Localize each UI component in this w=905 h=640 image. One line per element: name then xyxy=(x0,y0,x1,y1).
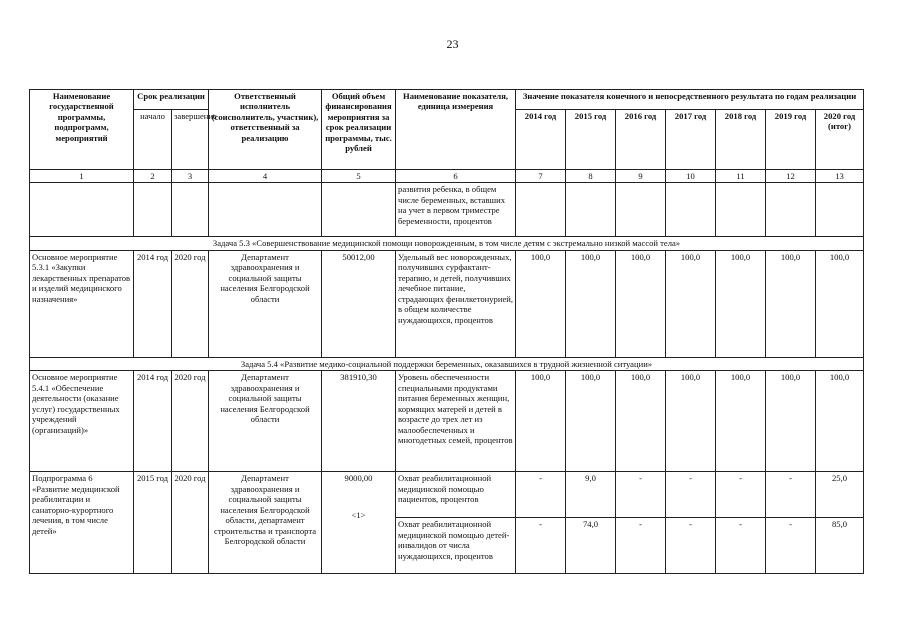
header-year-2015: 2015 год xyxy=(566,110,616,170)
value-2020: 100,0 xyxy=(816,371,864,472)
value-2017: 100,0 xyxy=(666,250,716,357)
value-2020: 25,0 xyxy=(816,472,864,518)
value-2019: - xyxy=(766,472,816,518)
value-2014: - xyxy=(516,518,566,574)
funding-amount: 381910,30 xyxy=(322,371,396,472)
indicator-text: развития ребенка, в общем числе беременных, вставших на учет в первом триместре беременности, процентов xyxy=(396,183,516,237)
header-year-2019: 2019 год xyxy=(766,110,816,170)
value-2019: 100,0 xyxy=(766,371,816,472)
indicator-text: Охват реабилитационной медицинской помощью детей-инвалидов от числа нуждающихся, процентов xyxy=(396,518,516,574)
col-number: 6 xyxy=(396,170,516,183)
header-year-2020: 2020 год (итог) xyxy=(816,110,864,170)
task-heading: Задача 5.3 «Совершенствование медицинской помощи новорожденным, в том числе детям с экстремально низкой массой тела» xyxy=(30,237,864,250)
value-2015: 100,0 xyxy=(566,250,616,357)
value-2020: 100,0 xyxy=(816,250,864,357)
header-indicator: Наименование показателя, единица измерения xyxy=(396,90,516,170)
col-number: 12 xyxy=(766,170,816,183)
header-responsible: Ответственный исполнитель (соисполнитель, участник), ответственный за реализацию xyxy=(209,90,322,170)
col-number: 13 xyxy=(816,170,864,183)
header-year-2018: 2018 год xyxy=(716,110,766,170)
term-end: 2020 год xyxy=(172,371,209,472)
header-funding: Общий объем финансирования мероприятия за срок реализации программы, тыс. рублей xyxy=(322,90,396,170)
value-2015: 9,0 xyxy=(566,472,616,518)
subprogram-name: Подпрограмма 6 «Развитие медицинской реабилитации и санаторно-курортного лечения, в том числе детей» xyxy=(30,472,134,574)
header-term: Срок реализации xyxy=(134,90,209,110)
col-number: 9 xyxy=(616,170,666,183)
funding-amount: 50012,00 xyxy=(322,250,396,357)
funding-cell xyxy=(322,472,396,574)
col-number: 1 xyxy=(30,170,134,183)
header-name: Наименование государственной программы, подпрограмм, мероприятий xyxy=(30,90,134,170)
col-number: 7 xyxy=(516,170,566,183)
value-2016: 100,0 xyxy=(616,250,666,357)
value-2018: - xyxy=(716,472,766,518)
value-2017: 100,0 xyxy=(666,371,716,472)
term-start: 2014 год xyxy=(134,371,172,472)
header-year-2017: 2017 год xyxy=(666,110,716,170)
col-number: 5 xyxy=(322,170,396,183)
header-result-group: Значение показателя конечного и непосредственного результата по годам реализации xyxy=(516,90,864,110)
table-row xyxy=(30,472,864,518)
indicator-text: Удельный вес новорожденных, получивших сурфактант-терапию, и детей, получивших лечебное питание, страдающих фенилкетонурией, в общем количестве нуждающихся, процентов xyxy=(396,250,516,357)
responsible: Департамент здравоохранения и социальной защиты населения Белгородской области xyxy=(209,371,322,472)
term-start: 2015 год xyxy=(134,472,172,574)
funding-note: <1> xyxy=(351,509,366,520)
value-2017: - xyxy=(666,518,716,574)
term-end: 2020 год xyxy=(172,250,209,357)
term-start: 2014 год xyxy=(134,250,172,357)
value-2017: - xyxy=(666,472,716,518)
col-number: 8 xyxy=(566,170,616,183)
program-table xyxy=(29,89,864,574)
indicator-text: Охват реабилитационной медицинской помощью пациентов, процентов xyxy=(396,472,516,518)
measure-name: Основное мероприятие 5.3.1 «Закупки лекарственных препаратов и изделий медицинского назначения» xyxy=(30,250,134,357)
task-heading: Задача 5.4 «Развитие медико-социальной поддержки беременных, оказавшихся в трудной жизненной ситуации» xyxy=(30,357,864,370)
table-row xyxy=(30,371,864,472)
indicator-text: Уровень обеспеченности специальными продуктами питания беременных женщин, кормящих матерей и детей в возрасте до трех лет из малообеспеченных и многодетных семей, процентов xyxy=(396,371,516,472)
measure-name: Основное мероприятие 5.4.1 «Обеспечение деятельности (оказание услуг) государственных учреждений (организаций)» xyxy=(30,371,134,472)
header-year-2014: 2014 год xyxy=(516,110,566,170)
col-number: 11 xyxy=(716,170,766,183)
col-number: 3 xyxy=(172,170,209,183)
value-2016: - xyxy=(616,518,666,574)
col-number: 4 xyxy=(209,170,322,183)
page-number: 23 xyxy=(446,37,459,51)
col-number: 2 xyxy=(134,170,172,183)
header-term-start: начало xyxy=(134,110,172,170)
value-2015: 100,0 xyxy=(566,371,616,472)
value-2018: 100,0 xyxy=(716,250,766,357)
value-2015: 74,0 xyxy=(566,518,616,574)
value-2018: 100,0 xyxy=(716,371,766,472)
responsible: Департамент здравоохранения и социальной защиты населения Белгородской области, департамент строительства и транспорта Белгородской области xyxy=(209,472,322,574)
value-2020: 85,0 xyxy=(816,518,864,574)
value-2018: - xyxy=(716,518,766,574)
header-year-2016: 2016 год xyxy=(616,110,666,170)
value-2019: 100,0 xyxy=(766,250,816,357)
table-row xyxy=(30,250,864,357)
term-end: 2020 год xyxy=(172,472,209,574)
header-term-end: завершение xyxy=(172,110,209,170)
column-numbers-row xyxy=(30,170,864,183)
continuation-row xyxy=(30,183,864,237)
value-2014: 100,0 xyxy=(516,371,566,472)
value-2014: - xyxy=(516,472,566,518)
value-2014: 100,0 xyxy=(516,250,566,357)
responsible: Департамент здравоохранения и социальной защиты населения Белгородской области xyxy=(209,250,322,357)
value-2019: - xyxy=(766,518,816,574)
value-2016: - xyxy=(616,472,666,518)
col-number: 10 xyxy=(666,170,716,183)
funding-amount: 9000,00 xyxy=(344,473,373,484)
value-2016: 100,0 xyxy=(616,371,666,472)
